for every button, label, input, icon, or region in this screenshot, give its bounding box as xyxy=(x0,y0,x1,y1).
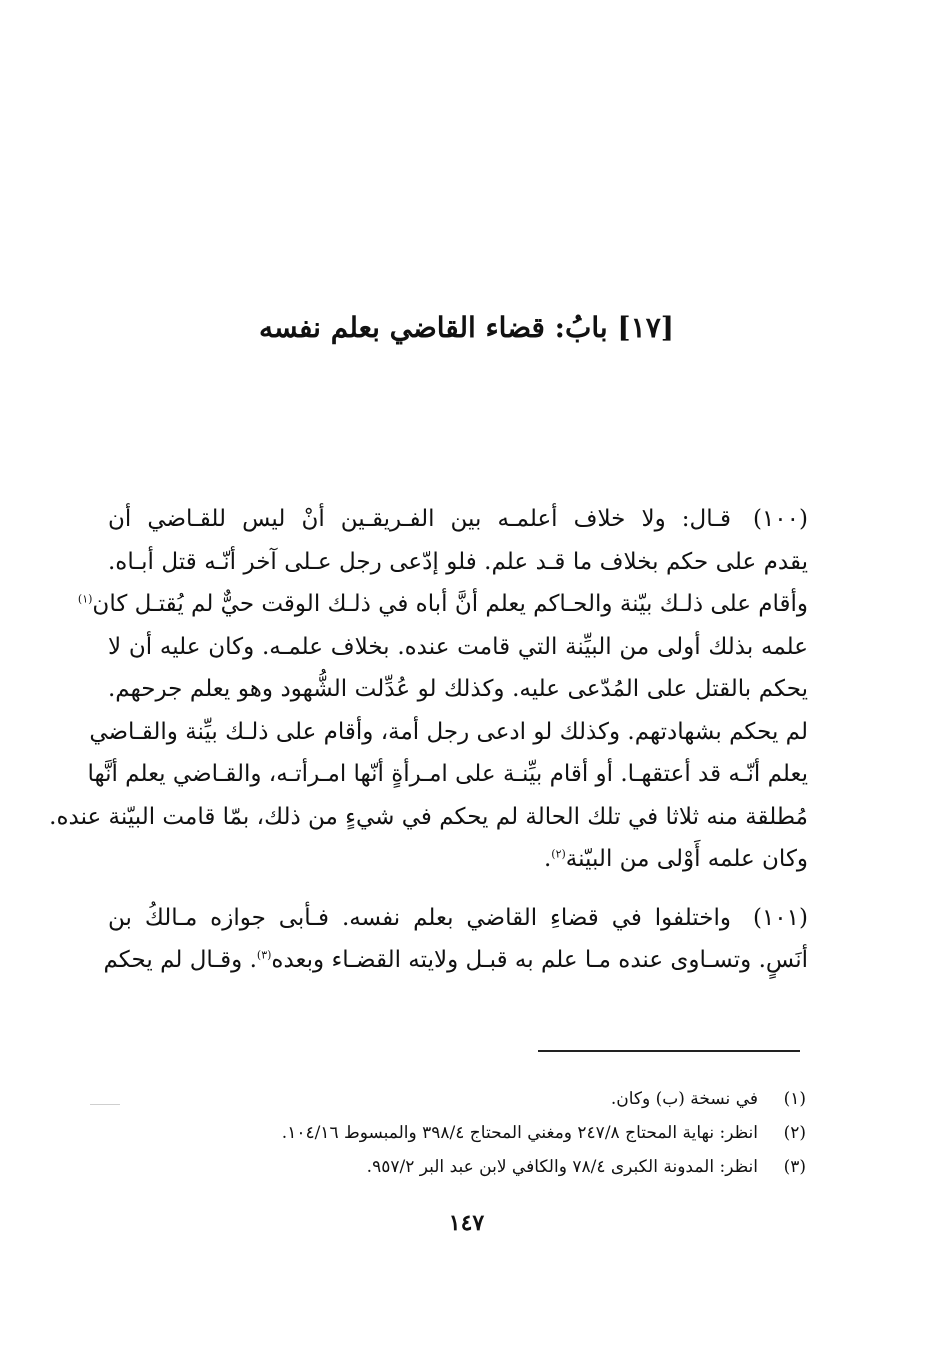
paragraph-line: علمه بذلك أولى من البيِّنة التي قامت عنده. بخلاف علمـه. وكان عليه أن لا xyxy=(108,633,808,660)
footnote-separator xyxy=(538,1050,800,1052)
footnote-item xyxy=(200,1116,806,1150)
paragraph-number: (١٠١) xyxy=(752,904,808,931)
footnote-item xyxy=(200,1150,806,1184)
paragraph-line: (١٠٠)قـال: ولا خلاف أعلمـه بين الفـريقـين أنْ ليس للقـاضي أن xyxy=(108,498,808,541)
paragraph-line: يقدم على حكم بخلاف ما قـد علم. فلو إدّعى رجل عـلى آخر أنّـه قتل أبـاه. xyxy=(108,548,808,575)
footnote-text: في نسخة (ب) وكان. xyxy=(610,1089,758,1109)
paragraph-line: أنَسٍ. وتسـاوى عنده مـا علم به قبـل ولايته القضـاء وبعده$^{(٣)}$. وقـال لم يحكم xyxy=(103,947,808,973)
footnote-item xyxy=(200,1082,806,1116)
footnote-reference: (٢) xyxy=(551,847,566,861)
footnote-reference: (١) xyxy=(77,592,93,606)
paragraph-line: يعلم أنّـه قد أعتقهـا. أو أقام بيِّنـة على امـرأةٍ أنّها امـرأتـه، والقـاضي يعلم أنَّها xyxy=(87,761,808,787)
paragraph-line: لم يحكم بشهادتهم. وكذلك لو ادعى رجل أمة، وأقام على ذلـك بيِّنة والقـاضي xyxy=(89,718,808,745)
footnote-number: (١) xyxy=(783,1089,806,1109)
paragraph-line: مُطلقة منه ثلاثا في تلك الحالة لم يحكم في شيءٍ من ذلك، بمّا قامت البيّنة عنده. xyxy=(49,803,808,830)
footnote-number: (٢) xyxy=(783,1123,806,1143)
footnote-text: انظر: المدونة الكبرى ٧٨/٤ والكافي لابن عبد البر ٩٥٧/٢. xyxy=(366,1157,758,1177)
footnote-number: (٣) xyxy=(783,1157,806,1177)
main-text xyxy=(49,498,808,982)
paragraph-line: (١٠١)واختلفوا في قضاءِ القاضي بعلم نفسه. فـأبى جوازه مـالكُ بن xyxy=(108,897,808,940)
footnotes xyxy=(200,1082,806,1184)
paragraph-line: يحكم بالقتل على المُدّعى عليه. وكذلك لو عُدِّلت الشُّهود وهو يعلم جرحهم. xyxy=(108,676,808,702)
footnote-text: انظر: نهاية المحتاج ٢٤٧/٨ ومغني المحتاج ٣٩٨/٤ والمبسوط ١٠٤/١٦. xyxy=(281,1123,758,1143)
margin-mark xyxy=(90,1104,120,1105)
page-number: ١٤٧ xyxy=(448,1210,485,1236)
paragraph-line: وأقام على ذلـك بيّنة والحـاكم يعلم أنَّ أباه في ذلـك الوقت حيٌّ لم يُقتـل كان$^{(١)}$ xyxy=(77,591,808,617)
paragraph-line: وكان علمه أَوْلى من البيّنة$^{(٢)}$. xyxy=(543,846,808,872)
footnote-reference: (٣) xyxy=(256,948,272,962)
paragraph-number: (١٠٠) xyxy=(752,506,808,532)
chapter-title: [١٧] بابُ: قضاء القاضي بعلم نفسه xyxy=(259,311,674,344)
